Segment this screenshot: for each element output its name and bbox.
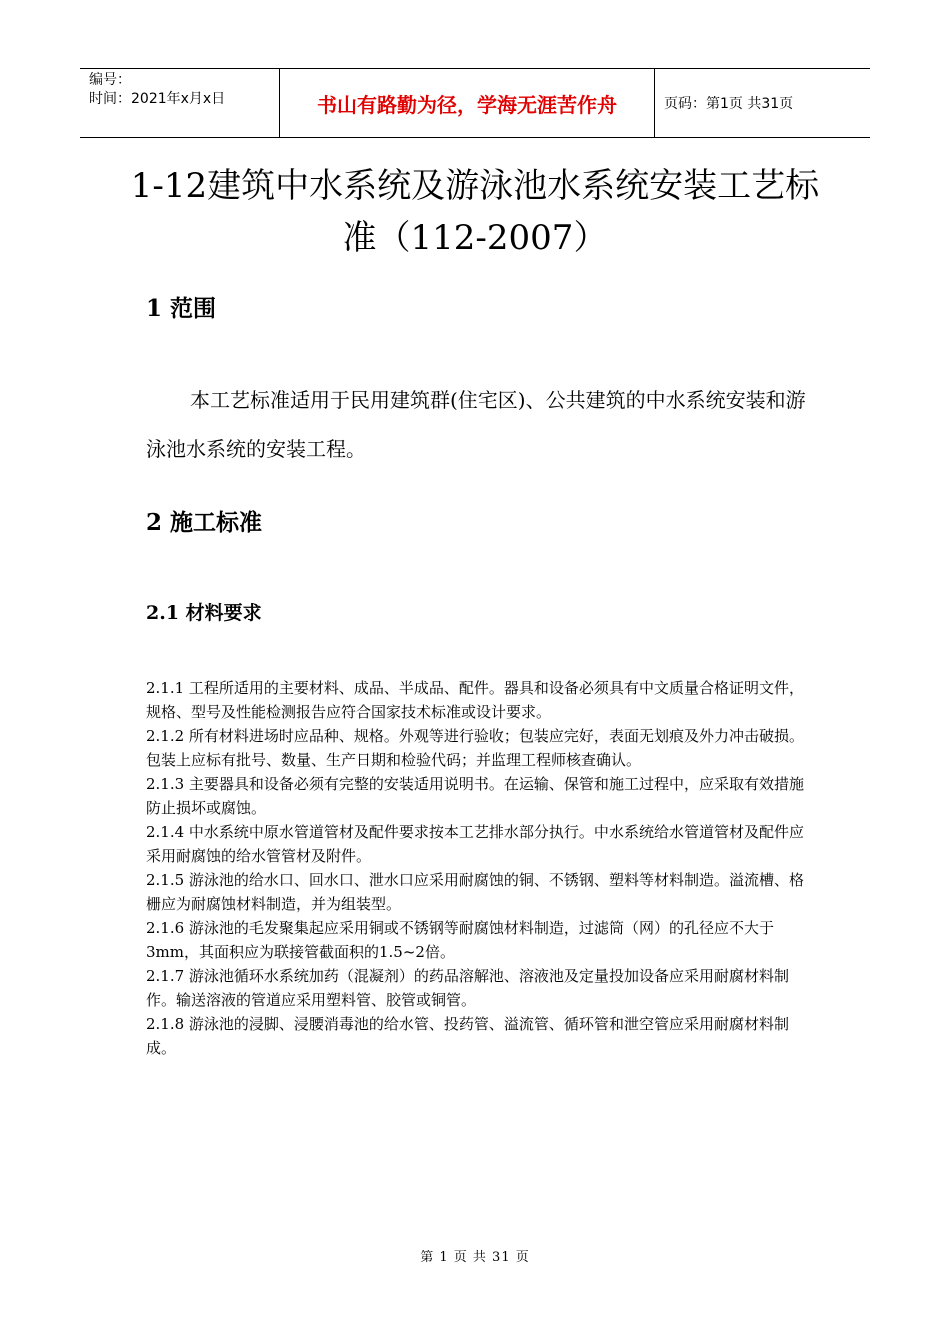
time-label: 时间：2021年x月x日 xyxy=(89,91,226,107)
header-motto: 书山有路勤为径，学海无涯苦作舟 xyxy=(280,69,655,137)
list-item: 2.1.7 游泳池循环水系统加药（混凝剂）的药品溶解池、溶液池及定量投加设备应采用耐腐材料制作。输送溶液的管道应采用塑料管、胶管或铜管。 xyxy=(146,967,789,1009)
section-1-text: 本工艺标准适用于民用建筑群(住宅区)、公共建筑的中水系统安装和游泳池水系统的安装工程。 xyxy=(146,388,806,461)
header-meta xyxy=(80,69,280,137)
number-label: 编号： xyxy=(89,72,131,88)
material-requirements-list xyxy=(146,676,810,1060)
list-item: 2.1.3 主要器具和设备必须有完整的安装适用说明书。在运输、保管和施工过程中，应采取有效措施防止损坏或腐蚀。 xyxy=(146,775,804,817)
list-item: 2.1.6 游泳池的毛发聚集起应采用铜或不锈钢等耐腐蚀材料制造，过滤筒（网）的孔径应不大于3mm，其面积应为联接管截面积的1.5~2倍。 xyxy=(146,919,774,961)
list-item: 2.1.8 游泳池的浸脚、浸腰消毒池的给水管、投药管、溢流管、循环管和泄空管应采用耐腐材料制成。 xyxy=(146,1015,789,1057)
header-page-info: 页码：第1页 共31页 xyxy=(664,96,794,112)
list-item: 2.1.4 中水系统中原水管道管材及配件要求按本工艺排水部分执行。中水系统给水管道管材及配件应采用耐腐蚀的给水管管材及附件。 xyxy=(146,823,804,865)
document-title: 1-12建筑中水系统及游泳池水系统安装工艺标准（112-2007） xyxy=(130,166,820,258)
section-1-heading: 1 范围 xyxy=(146,295,217,322)
section-2-1-heading: 2.1 材料要求 xyxy=(146,602,262,624)
list-item: 2.1.5 游泳池的给水口、回水口、泄水口应采用耐腐蚀的铜、不锈钢、塑料等材料制造。溢流槽、格栅应为耐腐蚀材料制造，并为组装型。 xyxy=(146,871,804,913)
page-header xyxy=(80,68,870,138)
list-item: 2.1.1 工程所适用的主要材料、成品、半成品、配件。器具和设备必须具有中文质量合格证明文件，规格、型号及性能检测报告应符合国家技术标准或设计要求。 xyxy=(146,679,804,721)
section-2-heading: 2 施工标准 xyxy=(146,509,263,536)
list-item: 2.1.2 所有材料进场时应品种、规格。外观等进行验收；包装应完好，表面无划痕及外力冲击破损。包装上应标有批号、数量、生产日期和检验代码；并监理工程师核查确认。 xyxy=(146,727,804,769)
page-footer: 第 1 页 共 31 页 xyxy=(420,1250,530,1265)
